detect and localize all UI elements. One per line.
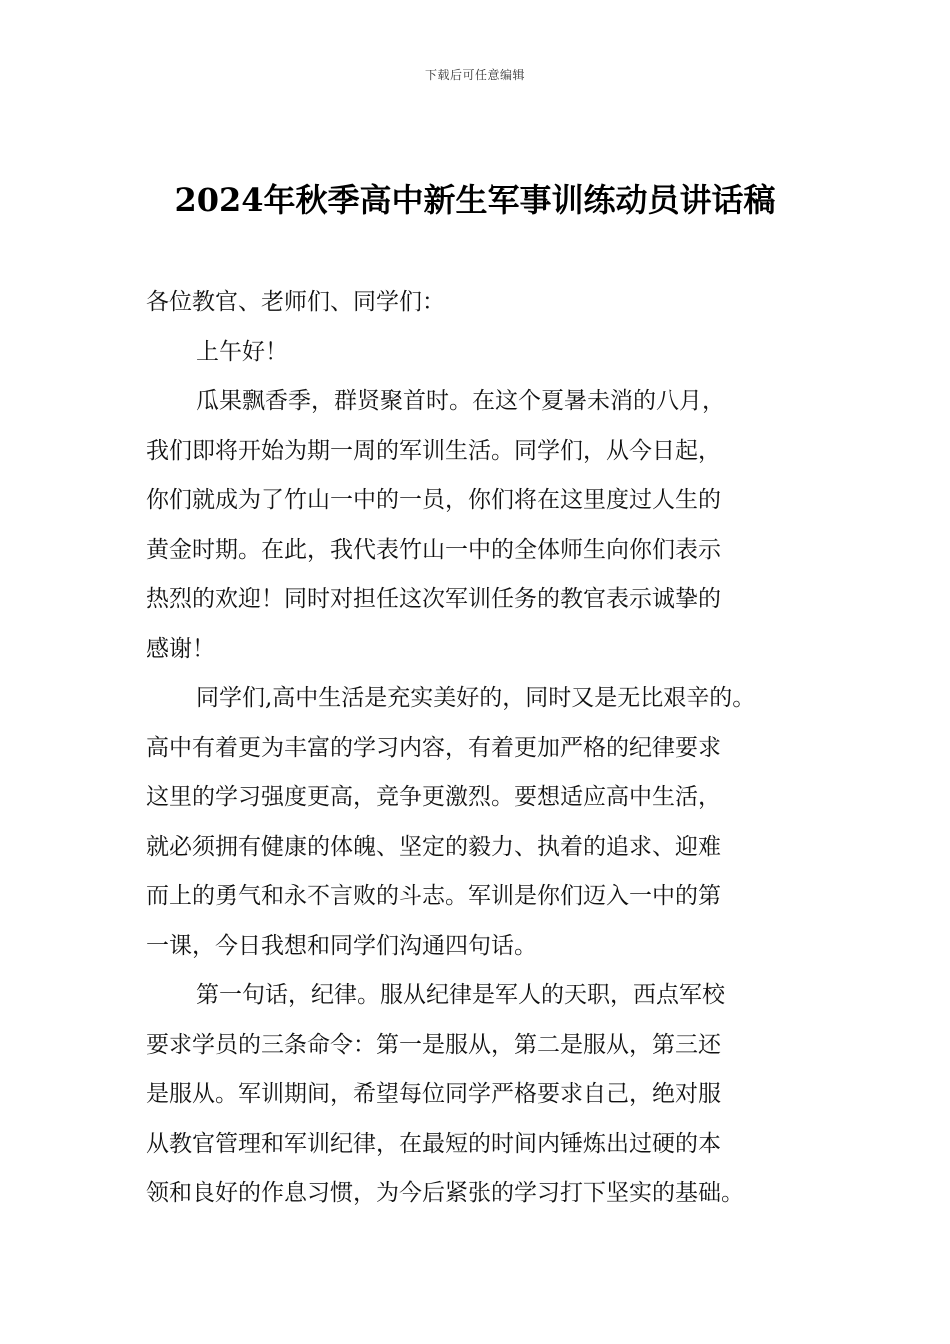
- paragraph-line: 感谢！: [146, 635, 215, 662]
- header-note: 下载后可任意编辑: [424, 68, 525, 82]
- paragraph-line: 是服从。军训期间，希望每位同学严格要求自己，绝对服: [146, 1081, 721, 1107]
- salutation: 各位教官、老师们、同学们：: [146, 289, 445, 315]
- paragraph-line: 从教官管理和军训纪律，在最短的时间内锤炼出过硬的本: [146, 1130, 721, 1157]
- paragraph-line: 热烈的欢迎！同时对担任这次军训任务的教官表示诚挚的: [146, 586, 721, 612]
- paragraph-line: 这里的学习强度更高，竞争更激烈。要想适应高中生活，: [146, 784, 721, 810]
- paragraph-line: 第一句话，纪律。服从纪律是军人的天职，西点军校: [196, 982, 725, 1008]
- paragraph-line: 瓜果飘香季，群贤聚首时。在这个夏暑未消的八月，: [196, 388, 725, 414]
- paragraph-line: 而上的勇气和永不言败的斗志。军训是你们迈入一中的第: [146, 883, 721, 909]
- paragraph-2: [146, 674, 810, 971]
- paragraph-line: 高中有着更为丰富的学习内容，有着更加严格的纪律要求: [146, 734, 721, 761]
- paragraph-line: 领和良好的作息习惯，为今后紧张的学习打下坚实的基础。: [146, 1180, 744, 1206]
- paragraph-line: 你们就成为了竹山一中的一员，你们将在这里度过人生的: [146, 487, 721, 513]
- paragraph-line: 同学们,高中生活是充实美好的，同时又是无比艰辛的。: [196, 685, 756, 711]
- paragraph-line: 就必须拥有健康的体魄、坚定的毅力、执着的追求、迎难: [146, 833, 721, 860]
- paragraph-line: 黄金时期。在此，我代表竹山一中的全体师生向你们表示: [146, 536, 721, 563]
- paragraph-line: 一课，今日我想和同学们沟通四句话。: [146, 932, 537, 959]
- document-title: 2024年秋季高中新生军事训练动员讲话稿: [174, 181, 776, 219]
- paragraph-1: [146, 377, 810, 674]
- document-body: [146, 278, 810, 1219]
- paragraph-line: 我们即将开始为期一周的军训生活。同学们，从今日起，: [146, 437, 721, 464]
- greeting: 上午好！: [196, 338, 288, 365]
- paragraph-3: [146, 971, 810, 1219]
- paragraph-line: 要求学员的三条命令：第一是服从，第二是服从，第三还: [146, 1031, 721, 1058]
